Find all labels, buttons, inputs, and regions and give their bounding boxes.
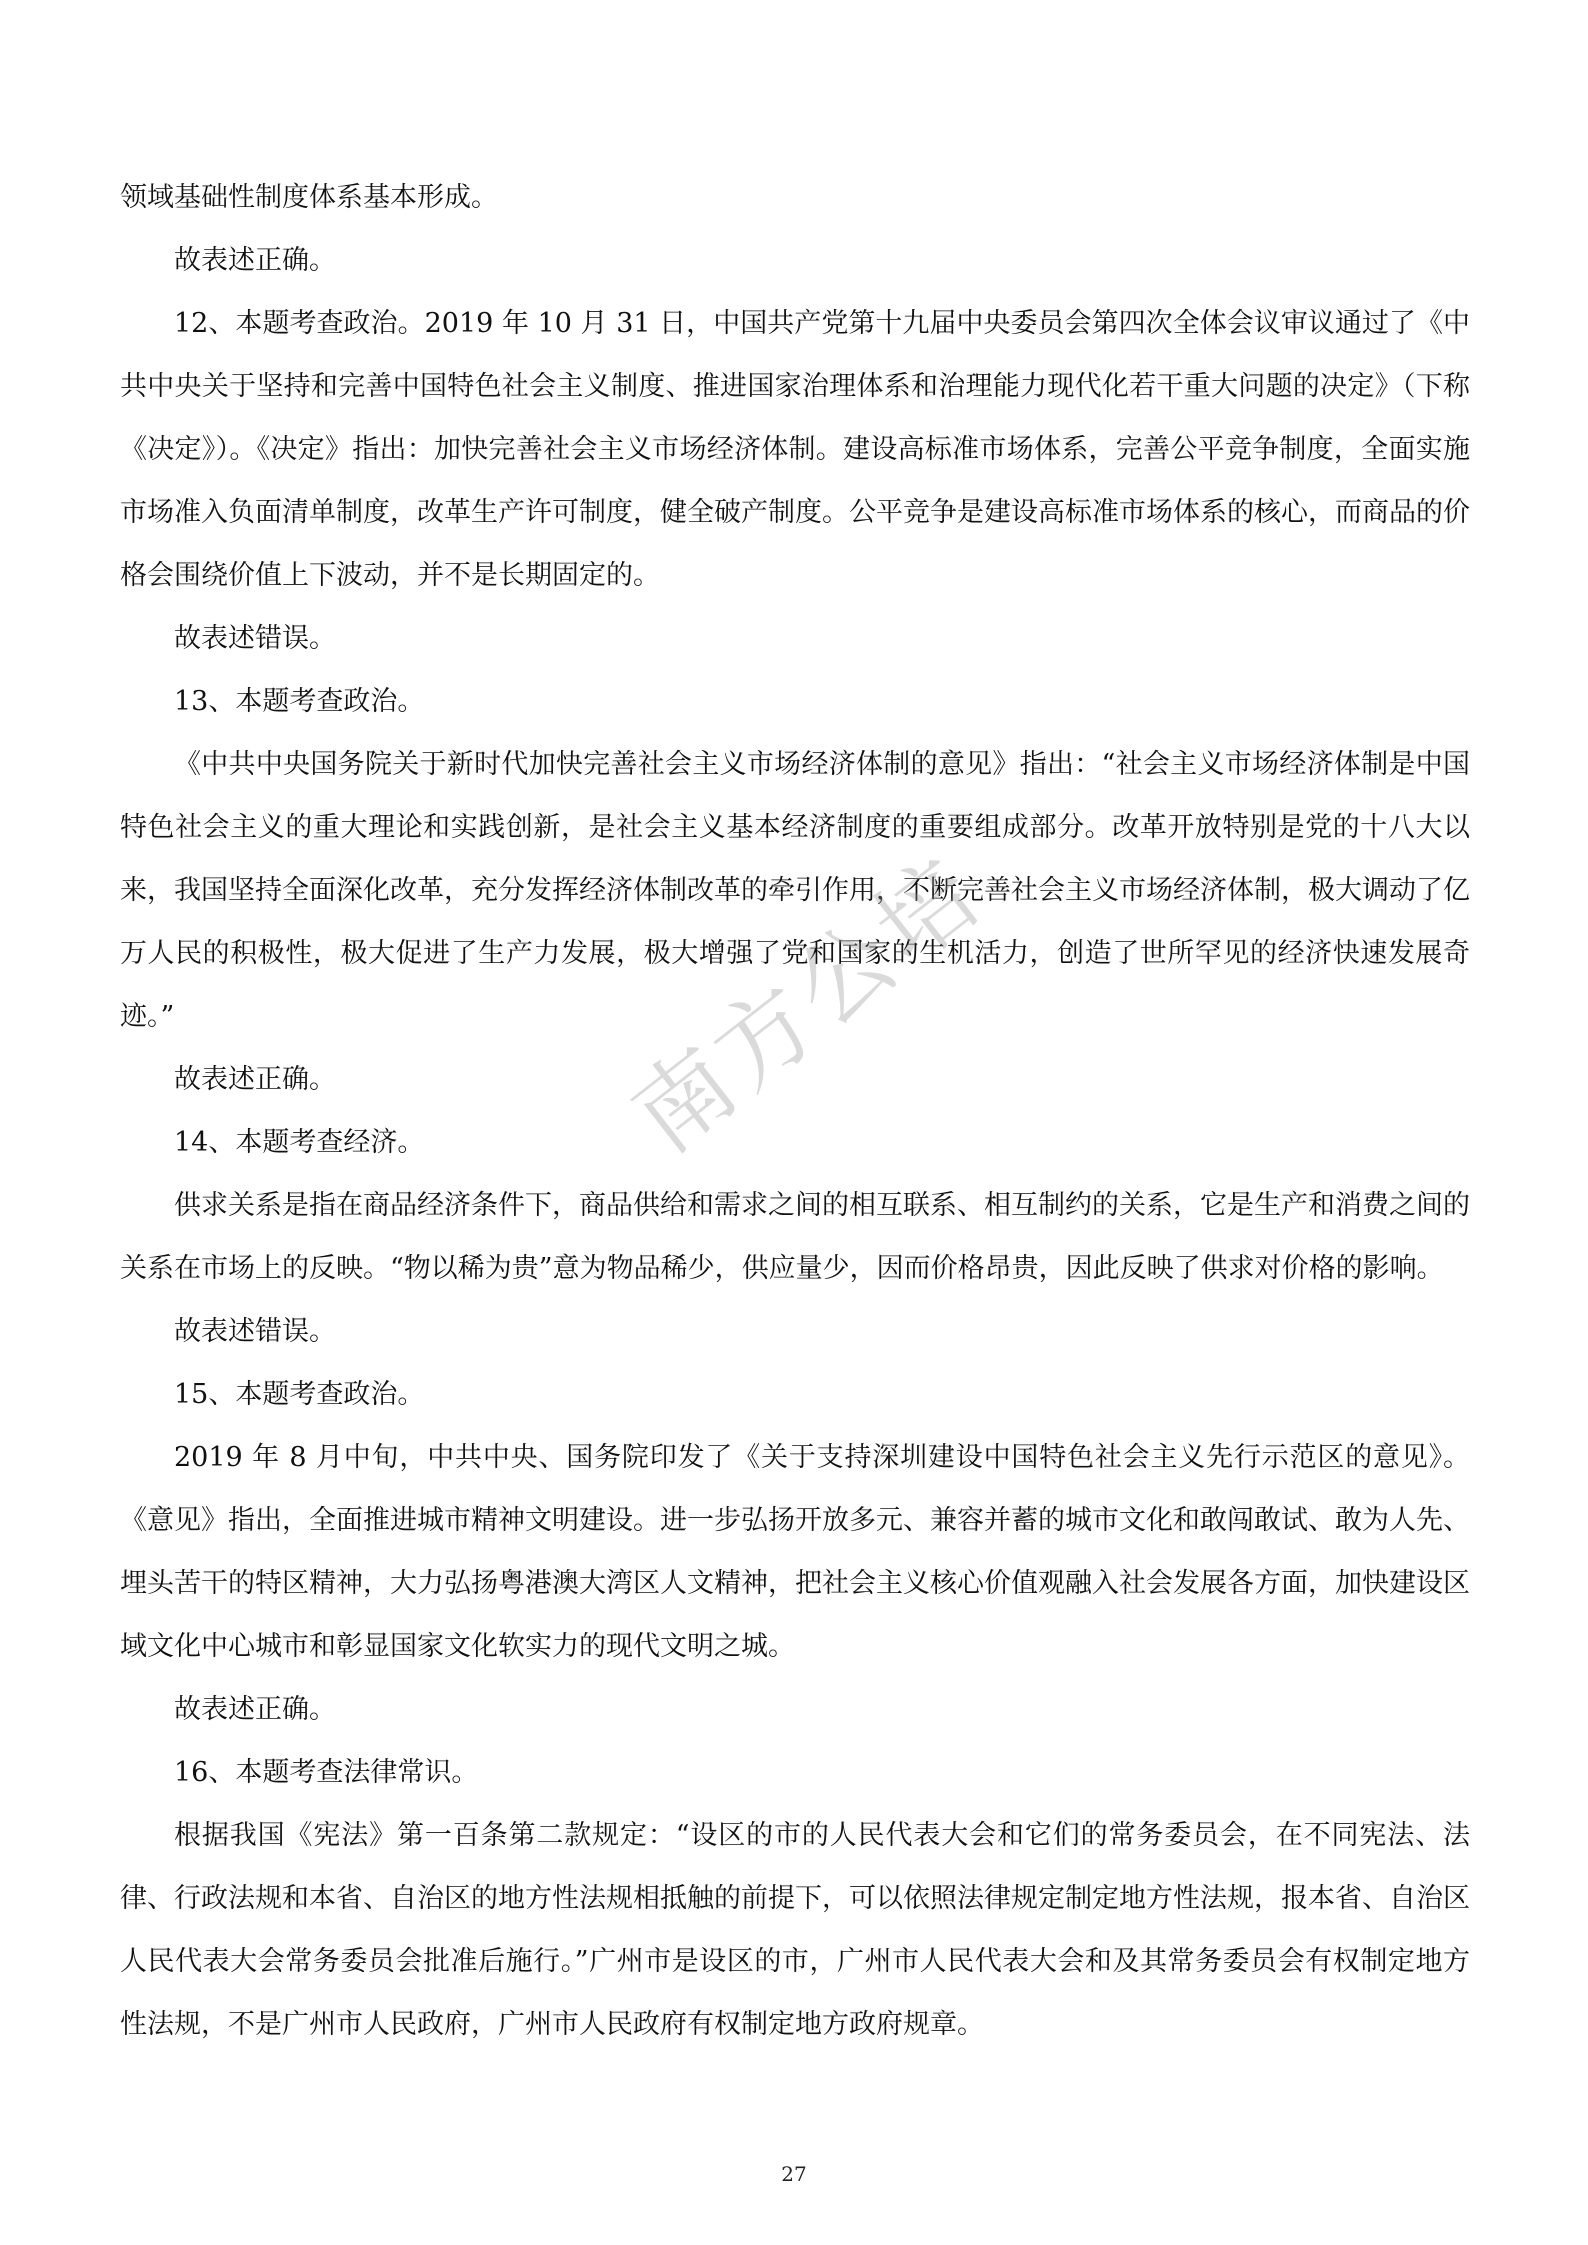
watermark: 南方公培 [612, 834, 1003, 1175]
paragraph-question-14-body: 供求关系是指在商品经济条件下，商品供给和需求之间的相互联系、相互制约的关系，它是生产和消费之间的关系在市场上的反映。“物以稀为贵”意为物品稀少，供应量少，因而价格昂贵，因此反映了供求对价格的影响。 [120, 1190, 1470, 1284]
paragraph-question-15-heading: 15、本题考查政治。 [174, 1379, 425, 1410]
paragraph-question-13-heading: 13、本题考查政治。 [174, 686, 425, 717]
paragraph-conclusion: 故表述错误。 [174, 623, 336, 654]
paragraph-question-13-body: 《中共中央国务院关于新时代加快完善社会主义市场经济体制的意见》指出：“社会主义市场经济体制是中国特色社会主义的重大理论和实践创新，是社会主义基本经济制度的重要组成部分。改革开放特别是党的十八大以来，我国坚持全面深化改革，充分发挥经济体制改革的牵引作用，不断完善社会主义市场经济体制，极大调动了亿万人民的积极性，极大促进了生产力发展，极大增强了党和国家的生机活力，创造了世所罕见的经济快速发展奇迹。” [120, 749, 1470, 1032]
paragraph-question-16-heading: 16、本题考查法律常识。 [174, 1757, 479, 1788]
paragraph-question-15-body: 2019 年 8 月中旬，中共中央、国务院印发了《关于支持深圳建设中国特色社会主义先行示范区的意见》。《意见》指出，全面推进城市精神文明建设。进一步弘扬开放多元、兼容并蓄的城市文化和敢闯敢试、敢为人先、埋头苦干的特区精神，大力弘扬粤港澳大湾区人文精神，把社会主义核心价值观融入社会发展各方面，加快建设区域文化中心城市和彰显国家文化软实力的现代文明之城。 [120, 1442, 1470, 1662]
paragraph-conclusion: 故表述正确。 [174, 245, 336, 276]
paragraph-conclusion: 故表述正确。 [174, 1694, 336, 1725]
paragraph-conclusion: 故表述错误。 [174, 1316, 336, 1347]
paragraph-question-14-heading: 14、本题考查经济。 [174, 1127, 425, 1158]
paragraph-question-12: 12、本题考查政治。2019 年 10 月 31 日，中国共产党第十九届中央委员会第四次全体会议审议通过了《中共中央关于坚持和完善中国特色社会主义制度、推进国家治理体系和治理能力现代化若干重大问题的决定》（下称《决定》）。《决定》指出：加快完善社会主义市场经济体制。建设高标准市场体系，完善公平竞争制度，全面实施市场准入负面清单制度，改革生产许可制度，健全破产制度。公平竞争是建设高标准市场体系的核心，而商品的价格会围绕价值上下波动，并不是长期固定的。 [120, 308, 1470, 591]
paragraph-continuation: 领域基础性制度体系基本形成。 [120, 182, 498, 213]
document-body [120, 166, 1470, 2056]
paragraph-conclusion: 故表述正确。 [174, 1064, 336, 1095]
page-number: 27 [781, 2162, 807, 2186]
paragraph-question-16-body: 根据我国《宪法》第一百条第二款规定：“设区的市的人民代表大会和它们的常务委员会，在不同宪法、法律、行政法规和本省、自治区的地方性法规相抵触的前提下，可以依照法律规定制定地方性法规，报本省、自治区人民代表大会常务委员会批准后施行。”广州市是设区的市，广州市人民代表大会和及其常务委员会有权制定地方性法规，不是广州市人民政府，广州市人民政府有权制定地方政府规章。 [120, 1820, 1470, 2040]
